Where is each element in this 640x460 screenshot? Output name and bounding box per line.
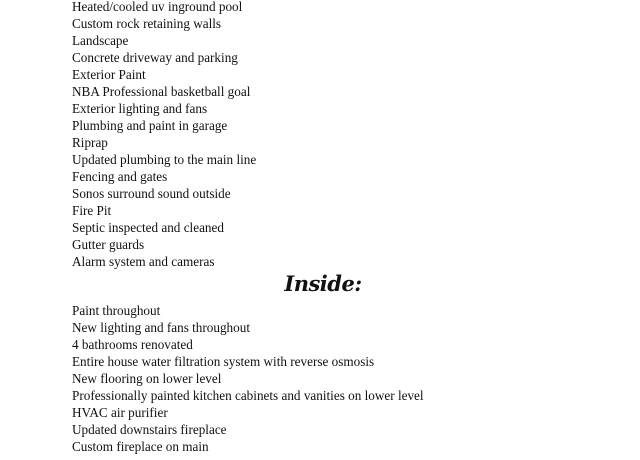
list-item: 4 bathrooms renovated xyxy=(72,337,193,352)
list-item: Custom fireplace on main xyxy=(72,439,209,454)
list-item: Custom rock retaining walls xyxy=(72,16,222,31)
list-item: Fire Pit xyxy=(72,203,112,218)
list-item: Concrete driveway and parking xyxy=(72,50,238,65)
list-item: NBA Professional basketball goal xyxy=(72,84,251,99)
list-item: Exterior lighting and fans xyxy=(72,101,208,116)
list-item: Landscape xyxy=(72,33,129,48)
list-item: HVAC air purifier xyxy=(72,405,168,420)
list-item: Heated/cooled uv inground pool xyxy=(72,0,243,14)
list-item: Riprap xyxy=(72,135,108,150)
list-item: Fencing and gates xyxy=(72,169,168,184)
list-item: Gutter guards xyxy=(72,237,145,252)
list-item: Alarm system and cameras xyxy=(72,254,215,269)
list-item: Entire house water filtration system with reverse osmosis xyxy=(72,354,375,369)
list-item: Professionally painted kitchen cabinets and vanities on lower level xyxy=(72,388,424,403)
list-item: New lighting and fans throughout xyxy=(72,320,251,335)
list-item: Paint throughout xyxy=(72,303,161,318)
list-item: Septic inspected and cleaned xyxy=(72,220,224,235)
list-item: Plumbing and paint in garage xyxy=(72,118,228,133)
list-item: New flooring on lower level xyxy=(72,371,222,386)
list-item: Exterior Paint xyxy=(72,67,146,82)
list-item: Updated plumbing to the main line xyxy=(72,152,257,167)
list-item: Updated downstairs fireplace xyxy=(72,422,227,437)
inside-improvements-list xyxy=(72,302,424,455)
outside-improvements-list xyxy=(72,0,256,270)
list-item: Sonos surround sound outside xyxy=(72,186,231,201)
inside-section-heading: Inside: xyxy=(284,271,362,296)
